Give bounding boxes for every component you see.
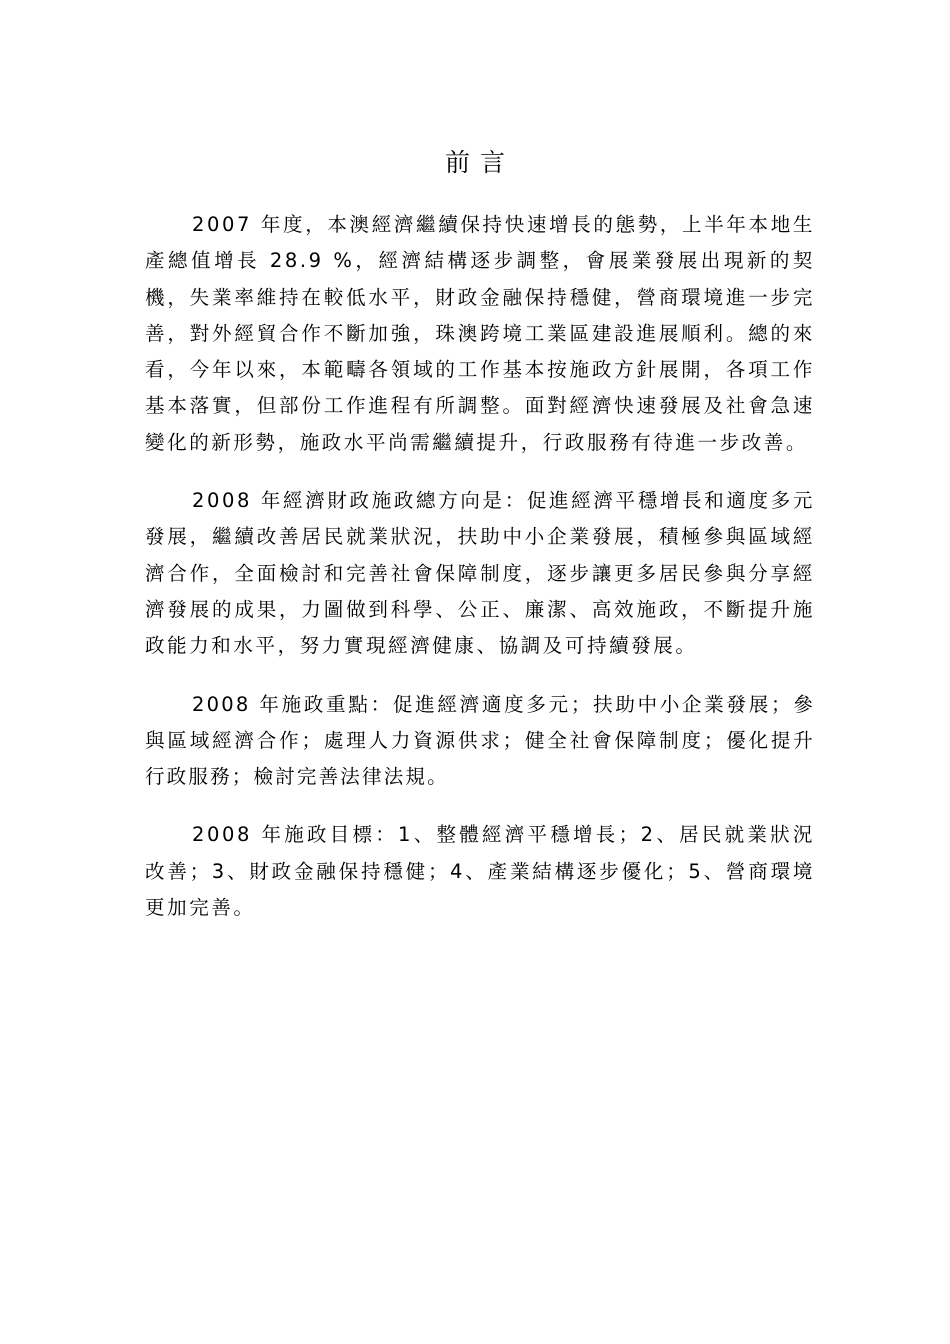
paragraph-annual-review: 2007 年度，本澳經濟繼續保持快速增長的態勢，上半年本地生產總值增長 28.9 %，經濟結構逐步調整，會展業發展出現新的契機，失業率維持在較低水平，財政金融保持穩健，營商環境進一步完善，對外經貿合作不斷加強，珠澳跨境工業區建設進展順利。總的來看，今年以來，本範疇各領域的工作基本按施政方針展開，各項工作基本落實，但部份工作進程有所調整。面對經濟快速發展及社會急速變化的新形勢，施政水平尚需繼續提升，行政服務有待進一步改善。 <box>145 213 815 454</box>
paragraph-policy-targets: 2008 年施政目標：1、整體經濟平穩增長；2、居民就業狀況改善；3、財政金融保持穩健；4、產業結構逐步優化；5、營商環境更加完善。 <box>145 823 815 920</box>
paragraph-policy-direction: 2008 年經濟財政施政總方向是：促進經濟平穩增長和適度多元發展，繼續改善居民就業狀況，扶助中小企業發展，積極參與區域經濟合作，全面檢討和完善社會保障制度，逐步讓更多居民參與分享經濟發展的成果，力圖做到科學、公正、廉潔、高效施政，不斷提升施政能力和水平，努力實現經濟健康、協調及可持續發展。 <box>145 489 815 658</box>
paragraph-policy-priorities: 2008 年施政重點：促進經濟適度多元；扶助中小企業發展；參與區域經濟合作；處理人力資源供求；健全社會保障制度；優化提升行政服務；檢討完善法律法規。 <box>145 692 815 789</box>
page-title: 前言 <box>444 148 515 177</box>
document-body <box>145 207 815 948</box>
